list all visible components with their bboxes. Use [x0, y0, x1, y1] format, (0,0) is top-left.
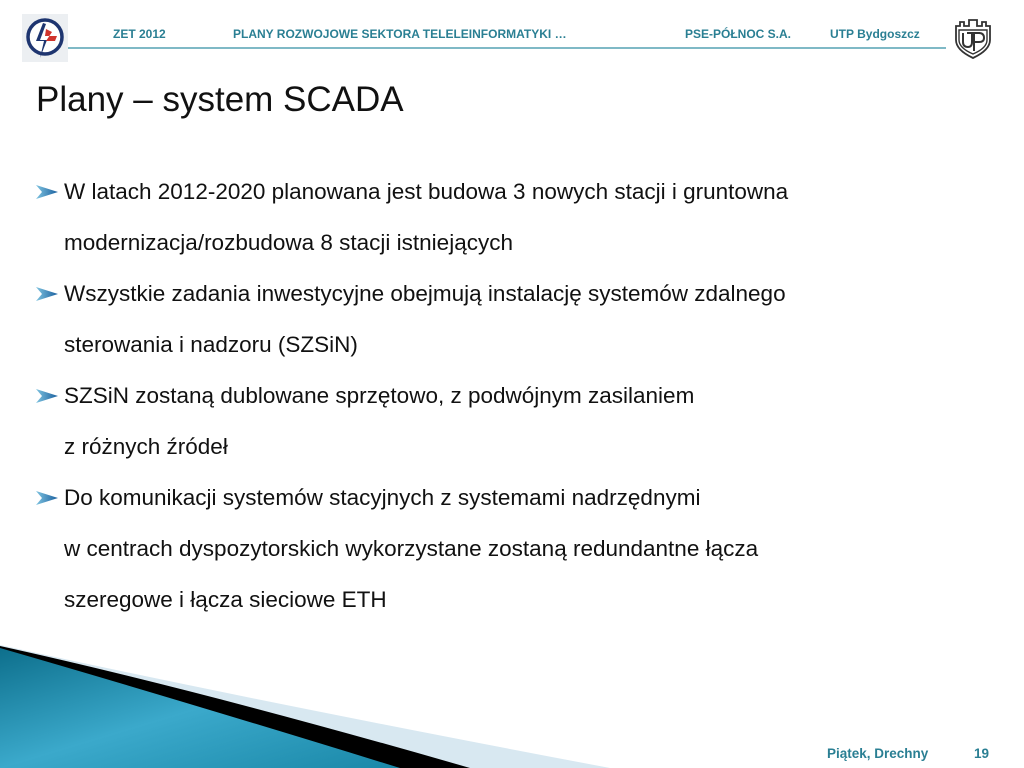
- page-number: 19: [974, 746, 990, 761]
- arrow-bullet-icon: [34, 285, 60, 303]
- utp-shield-logo-icon: [950, 14, 996, 60]
- bullet-line: szeregowe i łącza sieciowe ETH: [64, 587, 387, 612]
- bullet-item: [34, 370, 1004, 472]
- bullet-item: [34, 166, 1004, 268]
- bullet-line: z różnych źródeł: [64, 434, 228, 459]
- bullet-item: [34, 472, 1004, 625]
- slide-title: Plany – system SCADA: [36, 80, 404, 119]
- bullet-line: SZSiN zostaną dublowane sprzętowo, z podwójnym zasilaniem: [64, 383, 695, 408]
- bullet-line: Wszystkie zadania inwestycyjne obejmują instalację systemów zdalnego: [64, 281, 786, 306]
- bullet-line: W latach 2012-2020 planowana jest budowa 3 nowych stacji i gruntowna: [64, 179, 789, 204]
- arrow-bullet-icon: [34, 489, 60, 507]
- bullet-line: w centrach dyspozytorskich wykorzystane zostaną redundantne łącza: [64, 536, 759, 561]
- utp-logo: [950, 14, 996, 60]
- arrow-bullet-icon: [34, 183, 60, 201]
- bullet-line: Do komunikacji systemów stacyjnych z systemami nadrzędnymi: [64, 485, 701, 510]
- header-topic: PLANY ROZWOJOWE SEKTORA TELELEINFORMATYKI …: [233, 27, 567, 41]
- header-university: UTP Bydgoszcz: [830, 27, 920, 41]
- swoosh-teal-fill: [0, 648, 400, 768]
- header-company: PSE-PÓŁNOC S.A.: [685, 27, 792, 41]
- pse-lightning-logo-icon: [22, 14, 68, 62]
- pse-logo: [22, 14, 68, 62]
- bullet-line: sterowania i nadzoru (SZSiN): [64, 332, 358, 357]
- bullet-list: [34, 166, 1004, 625]
- bullet-line: modernizacja/rozbudowa 8 stacji istniejących: [64, 230, 513, 255]
- footer-authors: Piątek, Drechny: [827, 746, 929, 761]
- bullet-item: [34, 268, 1004, 370]
- arrow-bullet-icon: [34, 387, 60, 405]
- header-divider: [68, 47, 946, 49]
- header-event: ZET 2012: [113, 27, 166, 41]
